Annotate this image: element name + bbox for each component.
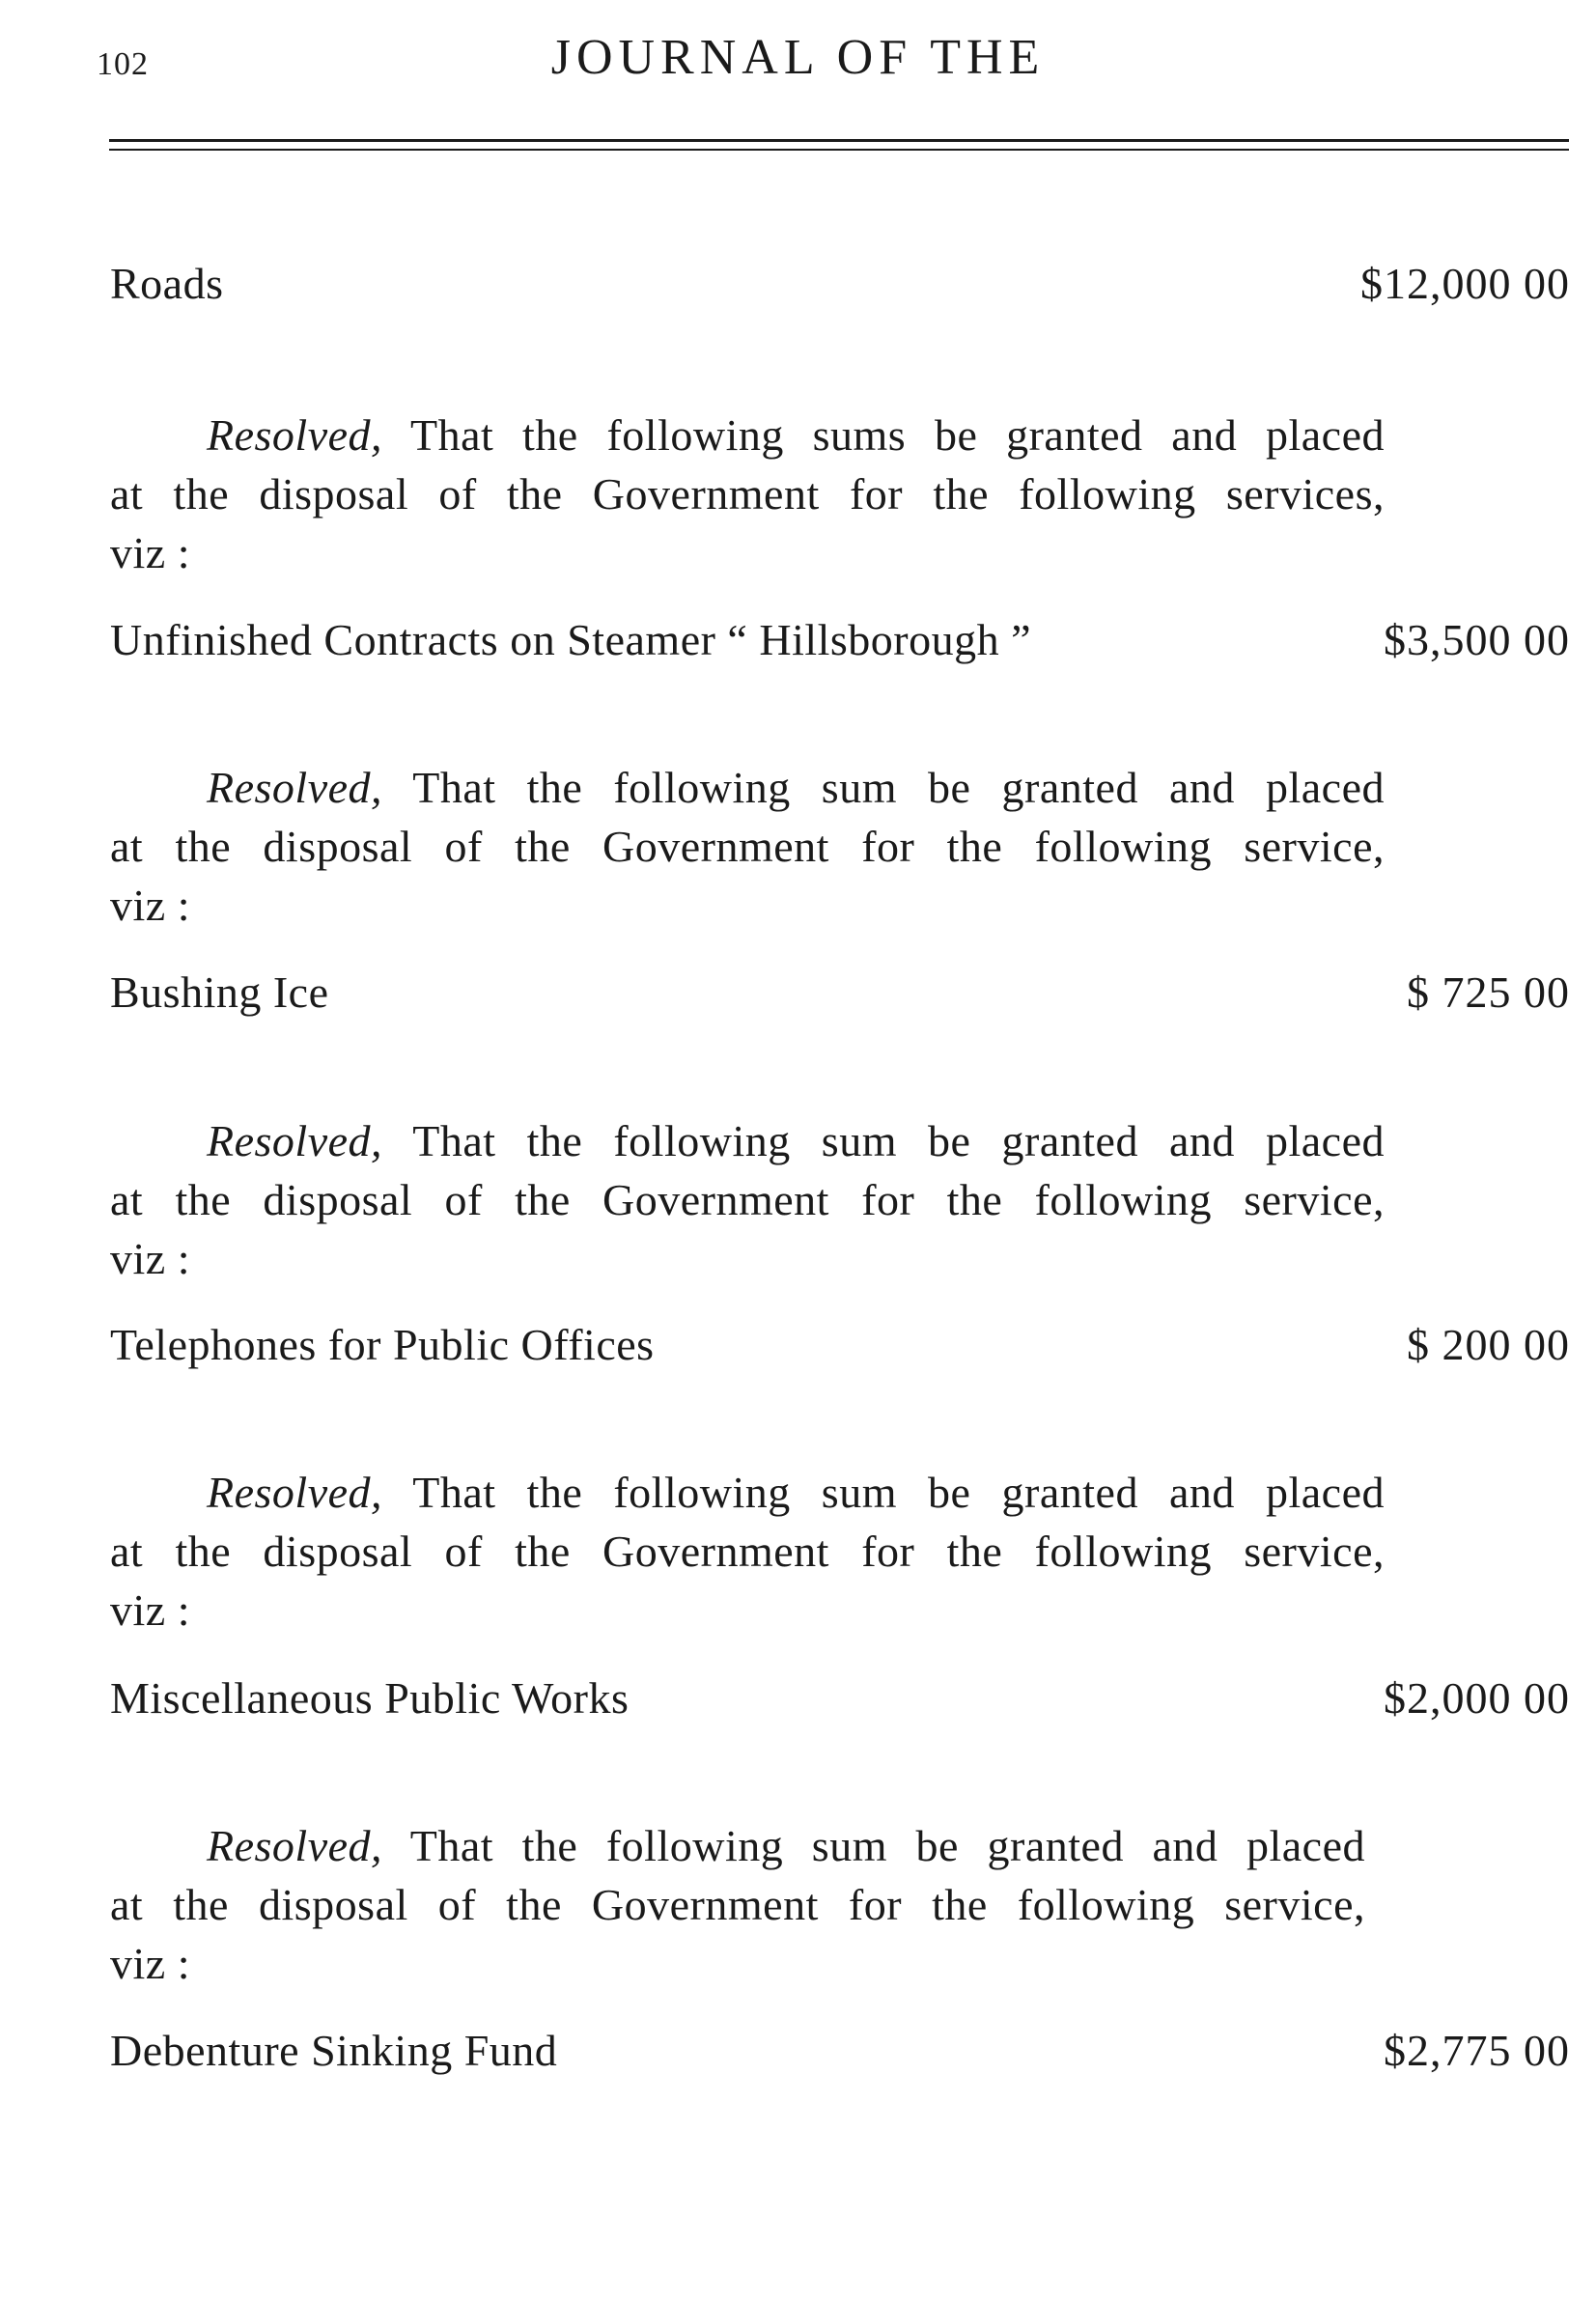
item-amount: $3,500 00 bbox=[1384, 615, 1570, 664]
item-label: Debenture Sinking Fund bbox=[110, 2026, 558, 2075]
header-rule-thick bbox=[109, 139, 1569, 142]
resolution-line: at the disposal of the Government for the following service, bbox=[110, 1880, 1365, 1929]
resolution-line bbox=[110, 1111, 1385, 1170]
item-amount: $ 725 00 bbox=[1407, 967, 1570, 1017]
appropriation-item-debenture-sinking-fund bbox=[110, 2022, 1570, 2080]
item-amount: $2,775 00 bbox=[1384, 2026, 1570, 2075]
item-label: Roads bbox=[110, 259, 224, 308]
item-amount: $ 200 00 bbox=[1407, 1320, 1570, 1369]
resolution-paragraph bbox=[110, 1111, 1385, 1288]
appropriation-item-unfinished-contracts bbox=[110, 611, 1570, 669]
appropriation-item-bushing-ice bbox=[110, 964, 1570, 1022]
resolution-line: viz : bbox=[110, 1234, 190, 1283]
resolution-paragraph bbox=[110, 1816, 1365, 1993]
appropriation-item-telephones bbox=[110, 1316, 1570, 1374]
resolution-line: at the disposal of the Government for the following services, bbox=[110, 469, 1385, 519]
resolution-line: viz : bbox=[110, 1585, 190, 1635]
resolution-text: That the following sum be granted and placed bbox=[412, 1116, 1385, 1165]
resolved-lead: Resolved, bbox=[207, 1468, 383, 1517]
header-rule-thin bbox=[109, 149, 1569, 151]
resolution-line: viz : bbox=[110, 881, 190, 930]
resolution-paragraph bbox=[110, 406, 1385, 582]
resolution-line: at the disposal of the Government for the following service, bbox=[110, 1175, 1385, 1224]
item-label: Miscellaneous Public Works bbox=[110, 1673, 630, 1723]
item-label: Bushing Ice bbox=[110, 967, 329, 1017]
resolution-line bbox=[110, 1816, 1365, 1875]
running-head: JOURNAL OF THE bbox=[550, 30, 1046, 85]
page-number: 102 bbox=[97, 46, 149, 82]
item-label: Telephones for Public Offices bbox=[110, 1320, 655, 1369]
appropriation-item-miscellaneous-public-works bbox=[110, 1669, 1570, 1727]
resolution-text: That the following sum be granted and placed bbox=[409, 1821, 1365, 1870]
resolution-line: at the disposal of the Government for the following service, bbox=[110, 822, 1385, 871]
appropriation-item-roads bbox=[110, 255, 1570, 313]
resolution-text: That the following sum be granted and placed bbox=[412, 763, 1385, 812]
resolution-text: That the following sums be granted and placed bbox=[409, 410, 1385, 460]
resolution-line bbox=[110, 1463, 1385, 1522]
resolution-line bbox=[110, 758, 1385, 817]
item-amount: $2,000 00 bbox=[1384, 1673, 1570, 1723]
resolution-line: at the disposal of the Government for the following service, bbox=[110, 1527, 1385, 1576]
resolved-lead: Resolved, bbox=[207, 1116, 383, 1165]
item-label: Unfinished Contracts on Steamer “ Hillsborough ” bbox=[110, 615, 1032, 664]
item-amount: $12,000 00 bbox=[1360, 259, 1570, 308]
resolution-paragraph bbox=[110, 758, 1385, 935]
resolution-line: viz : bbox=[110, 528, 190, 577]
resolved-lead: Resolved, bbox=[207, 410, 383, 460]
resolution-line: viz : bbox=[110, 1939, 190, 1988]
resolved-lead: Resolved, bbox=[207, 1821, 383, 1870]
resolution-paragraph bbox=[110, 1463, 1385, 1640]
resolution-line bbox=[110, 406, 1385, 464]
resolved-lead: Resolved, bbox=[207, 763, 383, 812]
resolution-text: That the following sum be granted and placed bbox=[412, 1468, 1385, 1517]
